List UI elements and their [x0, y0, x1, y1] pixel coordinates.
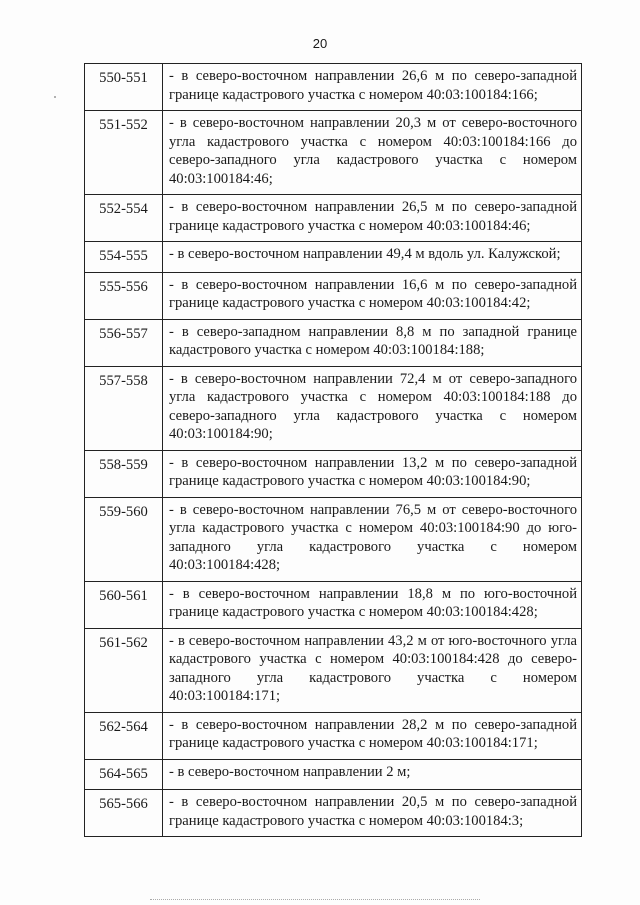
segment-code: 565-566: [85, 790, 163, 837]
table-row: [85, 450, 582, 497]
segment-description: - в северо-восточном направлении 16,6 м по северо-западной границе кадастрового участка с номером 40:03:100184:42;: [163, 272, 582, 319]
scan-bottom-edge: [150, 899, 480, 901]
table-row: [85, 712, 582, 759]
table-row: [85, 319, 582, 366]
segment-code: 564-565: [85, 759, 163, 790]
segment-code: 550-551: [85, 64, 163, 111]
table-row: [85, 581, 582, 628]
segment-description: - в северо-восточном направлении 49,4 м вдоль ул. Калужской;: [163, 242, 582, 273]
segment-code: 560-561: [85, 581, 163, 628]
segment-description: - в северо-восточном направлении 20,5 м по северо-западной границе кадастрового участка с номером 40:03:100184:3;: [163, 790, 582, 837]
table-row: [85, 195, 582, 242]
segment-description: - в северо-восточном направлении 43,2 м от юго-восточного угла кадастрового участка с номером 40:03:100184:428 до северо-западного угла кадастрового участка с номером 40:03:100184:171;: [163, 628, 582, 712]
table-row: [85, 790, 582, 837]
table-row: [85, 497, 582, 581]
segment-code: 558-559: [85, 450, 163, 497]
segment-description: - в северо-восточном направлении 13,2 м по северо-западной границе кадастрового участка с номером 40:03:100184:90;: [163, 450, 582, 497]
segment-code: 561-562: [85, 628, 163, 712]
table-row: [85, 272, 582, 319]
segment-code: 551-552: [85, 111, 163, 195]
segment-description: - в северо-восточном направлении 76,5 м от северо-восточного угла кадастрового участка с номером 40:03:100184:90 до юго-западного угла кадастрового участка с номером 40:03:100184:428;: [163, 497, 582, 581]
table-row: [85, 628, 582, 712]
segment-description: - в северо-восточном направлении 18,8 м по юго-восточной границе кадастрового участка с номером 40:03:100184:428;: [163, 581, 582, 628]
segment-description: - в северо-восточном направлении 72,4 м от северо-западного угла кадастрового участка с номером 40:03:100184:188 до северо-западного угла кадастрового участка с номером 40:03:100184:90;: [163, 366, 582, 450]
boundary-segments-table: [84, 63, 582, 837]
segment-code: 554-555: [85, 242, 163, 273]
segment-description: - в северо-восточном направлении 28,2 м по северо-западной границе кадастрового участка с номером 40:03:100184:171;: [163, 712, 582, 759]
table-row: [85, 64, 582, 111]
segment-description: - в северо-западном направлении 8,8 м по западной границе кадастрового участка с номером 40:03:100184:188;: [163, 319, 582, 366]
segment-code: 562-564: [85, 712, 163, 759]
table-row: [85, 111, 582, 195]
segment-code: 555-556: [85, 272, 163, 319]
segment-code: 559-560: [85, 497, 163, 581]
table-row: [85, 366, 582, 450]
table-row: [85, 759, 582, 790]
segment-description: - в северо-восточном направлении 26,5 м по северо-западной границе кадастрового участка с номером 40:03:100184:46;: [163, 195, 582, 242]
segment-code: 557-558: [85, 366, 163, 450]
page-number: 20: [312, 36, 328, 51]
table-row: [85, 242, 582, 273]
table-body: [85, 64, 582, 837]
segment-code: 556-557: [85, 319, 163, 366]
scan-speck: [54, 96, 56, 98]
segment-code: 552-554: [85, 195, 163, 242]
segment-description: - в северо-восточном направлении 2 м;: [163, 759, 582, 790]
segment-description: - в северо-восточном направлении 26,6 м по северо-западной границе кадастрового участка с номером 40:03:100184:166;: [163, 64, 582, 111]
segment-description: - в северо-восточном направлении 20,3 м от северо-восточного угла кадастрового участка с номером 40:03:100184:166 до северо-западного угла кадастрового участка с номером 40:03:100184:46;: [163, 111, 582, 195]
